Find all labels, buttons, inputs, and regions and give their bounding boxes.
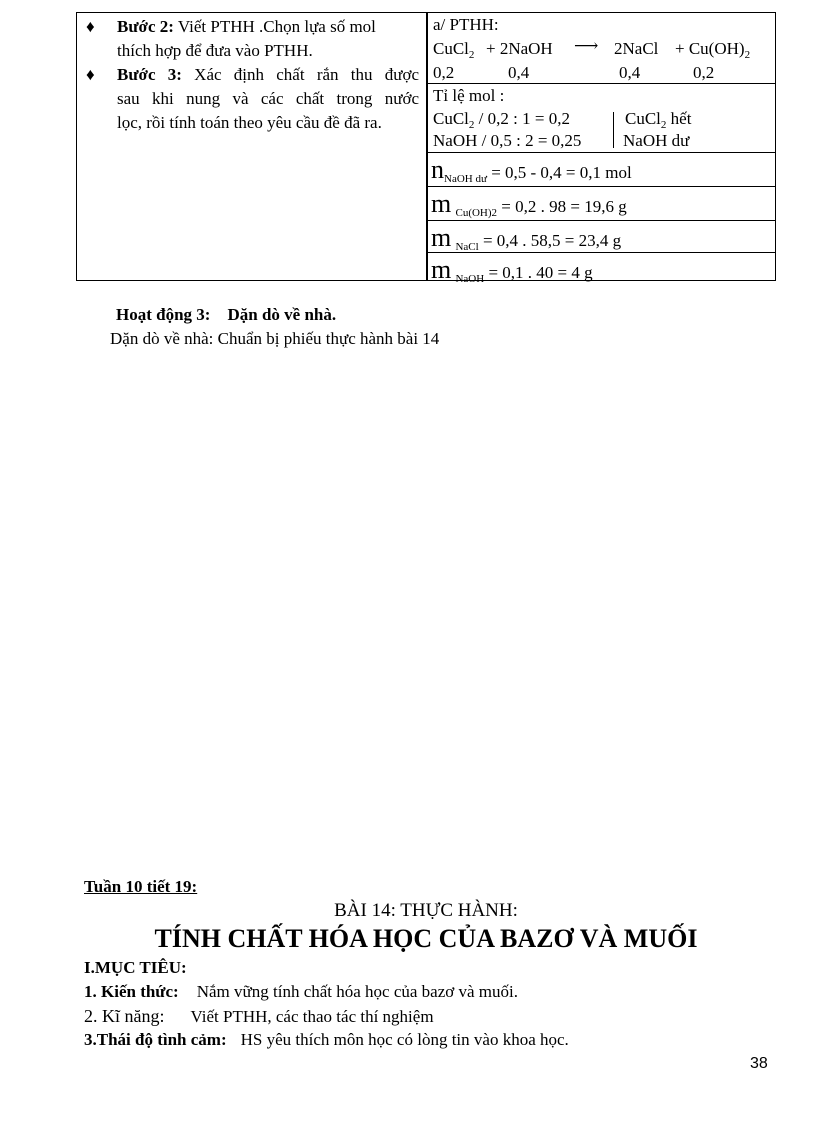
mole-value: 0,2 (433, 63, 455, 82)
page-number: 38 (750, 1055, 768, 1072)
calc-m-cuoh2: m $_{Cu(OH)2}$ = 0,2 . 98 = 19,6 g (431, 189, 627, 219)
row-divider (426, 152, 776, 153)
lesson-title: BÀI 14: THỰC HÀNH: (334, 900, 518, 921)
reaction-product2: + $Cu(OH)_2$ (675, 39, 751, 61)
ratio-result1: CuCl$_2$ hết (625, 109, 692, 131)
step2-line2: thích hợp để đưa vào PTHH. (117, 41, 313, 60)
ratio-separator (613, 112, 614, 148)
bullet: ♦ (86, 65, 95, 84)
ratio-line1: CuCl$_2$ / 0,2 : 1 = 0,2 (433, 109, 570, 131)
row-divider (426, 220, 776, 221)
calc-m-nacl: m $_{NaCl}$ = 0,4 . 58,5 = 23,4 g (431, 223, 622, 253)
objective-knowledge: 1. Kiến thức: Nắm vững tính chất hóa học của bazơ và muối. (84, 982, 519, 1001)
objective-skills: 2. Kĩ năng: Viết PTHH, các thao tác thí nghiệm (84, 1006, 434, 1026)
reaction-reactant1: CuCl$_2$ (433, 39, 475, 61)
week-label: Tuần 10 tiết 19: (84, 877, 198, 896)
objectives-heading: I.MỤC TIÊU: (84, 958, 187, 977)
step3-line3: lọc, rồi tính toán theo yêu cầu đề đã ra. (117, 113, 382, 132)
activity3-text: Dặn dò về nhà: Chuẩn bị phiếu thực hành bài 14 (110, 329, 440, 348)
step3-line2: sau khi nung và các chất trong nước (117, 89, 419, 108)
bullet: ♦ (86, 17, 95, 36)
step3-line1: Bước 3: Xác định chất rắn thu được (117, 65, 419, 84)
ratio-label: Tỉ lệ mol : (433, 86, 505, 105)
pthh-heading: a/ PTHH: (433, 15, 499, 34)
table-column-divider (426, 12, 428, 281)
mole-value: 0,4 (508, 63, 530, 82)
reaction-product1: 2NaCl (614, 39, 659, 58)
activity3-heading: Hoạt động 3: Dặn dò về nhà. (116, 305, 337, 324)
calc-n-naoh: $n_{NaOH dư} = 0,5 - 0,4 = 0,1$ mol (431, 155, 632, 185)
reaction-arrow-icon: ⟶ (574, 36, 599, 55)
row-divider (426, 83, 776, 84)
mole-value: 0,2 (693, 63, 715, 82)
mole-value: 0,4 (619, 63, 641, 82)
step2-line1: Bước 2: Viết PTHH .Chọn lựa số mol (117, 17, 376, 36)
ratio-line2: NaOH / 0,5 : 2 = 0,25 (433, 131, 582, 150)
row-divider (426, 186, 776, 187)
ratio-result2: NaOH dư (623, 131, 690, 150)
reaction-reactant2: + 2NaOH (486, 39, 553, 58)
objective-attitude: 3.Thái độ tình cảm: HS yêu thích môn học có lòng tin vào khoa học. (84, 1030, 569, 1049)
lesson-subtitle: TÍNH CHẤT HÓA HỌC CỦA BAZƠ VÀ MUỐI (154, 924, 698, 953)
calc-m-naoh: m $_{NaOH}$ = 0,1 . 40 = 4 g (431, 255, 593, 285)
